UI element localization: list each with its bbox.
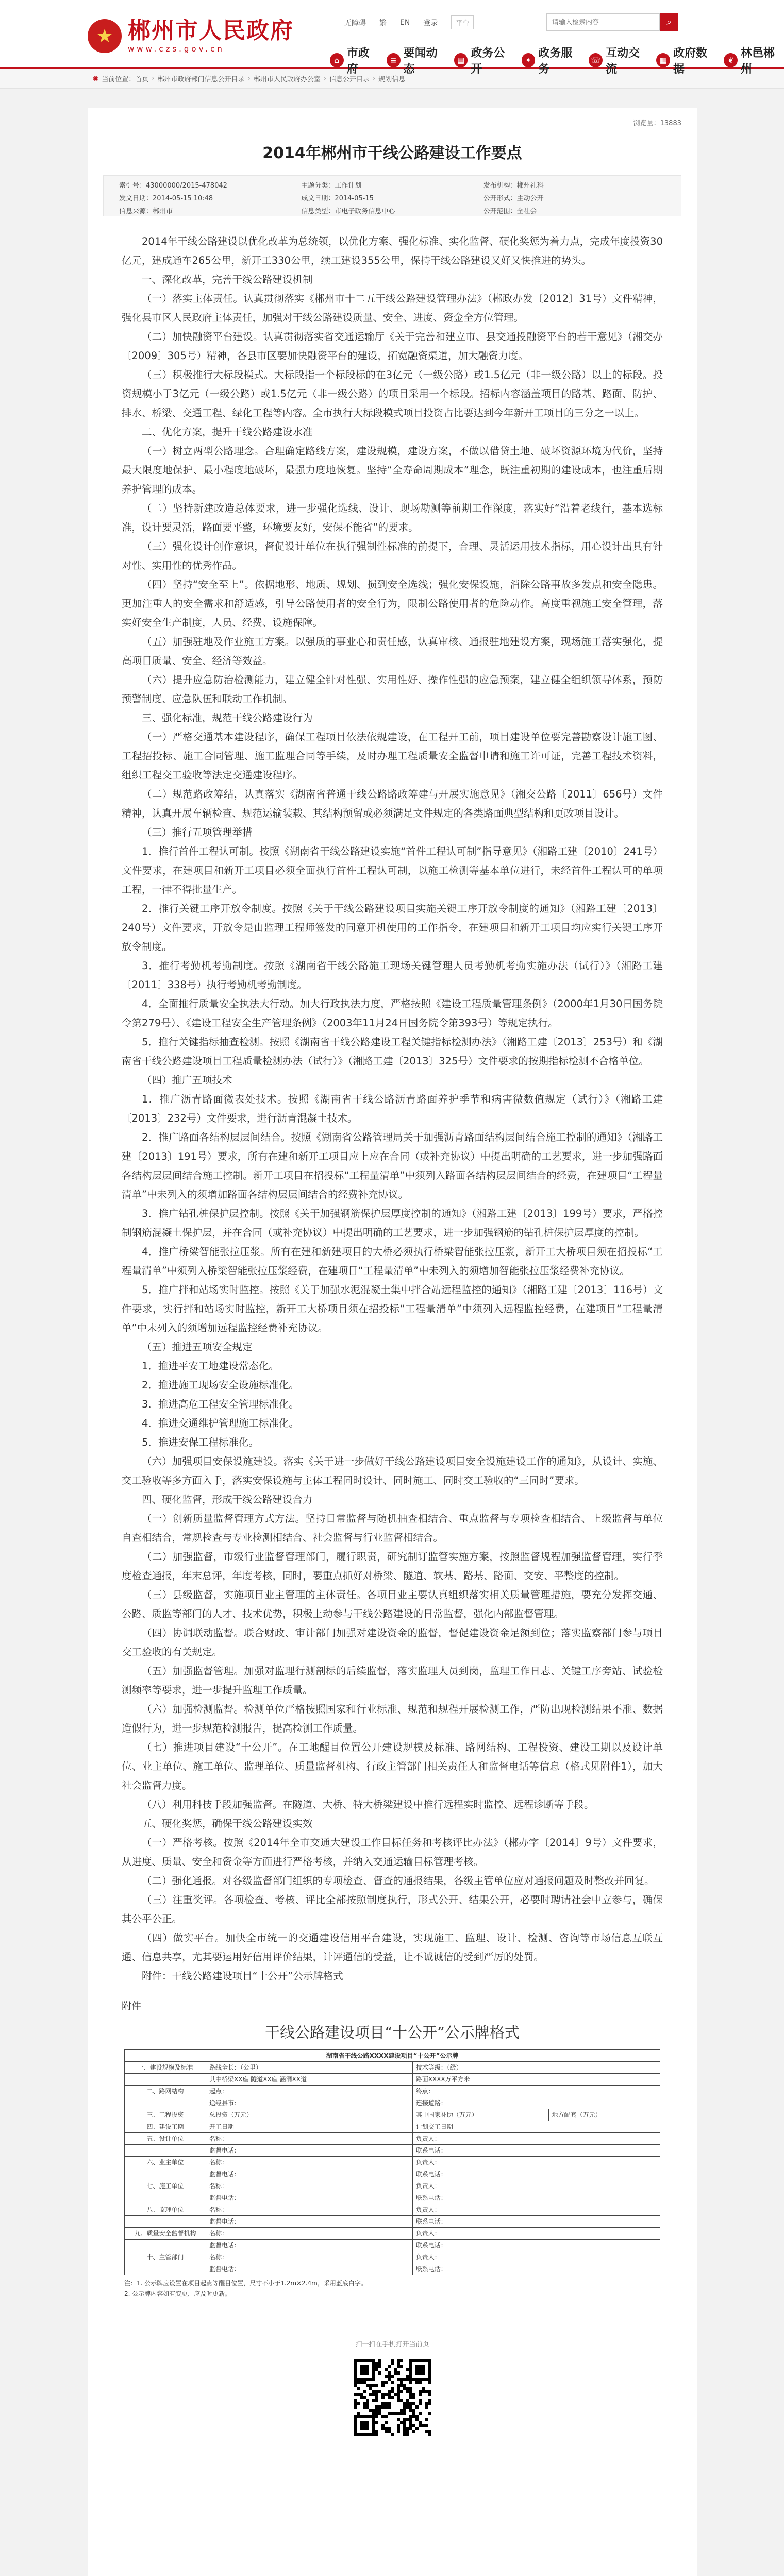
annex-note: 注：1. 公示牌应设置在项目起点等醒目位置，尺寸不小于1.2m×2.4m，采用蓝底白字。: [124, 2280, 367, 2287]
article-body: [122, 232, 663, 2443]
meta-field: 发文日期：2014-05-15 10:48: [119, 195, 213, 202]
article-panel: [88, 108, 697, 2576]
article-paragraph: （一）树立两型公路理念。合理确定路线方案，建设规模，建设方案，不做以借贷土地、破坏资源环境为代价，坚持最大限度地保护、最小程度地破坏，最强力度地恢复。坚持“全寿命周期成本”理念，既注重初期的建设成本，也注重后期养护管理的成本。: [122, 445, 663, 495]
annex-row: [125, 2240, 660, 2251]
article-paragraph: （三）积极推行大标段模式。大标段指一个标段标的在3亿元（一级公路）或1.5亿元（非一级公路）以上的标段。投资规模小于3亿元（一级公路）或1.5亿元（非一级公路）的项目采用一个标段。招标内容涵盖项目的路基、路面、防护、排水、桥梁、交通工程、绿化工程等内容。全市执行大标段模式项目投资占比要达到今年新开工项目的三分之一以上。: [122, 369, 663, 419]
breadcrumb-item[interactable]: 郴州市人民政府办公室: [253, 76, 321, 83]
search-bar: [546, 13, 678, 31]
article-paragraph: （五）加强驻地及作业施工方案。以强质的事业心和责任感，认真审核、通报驻地建设方案，现场施工落实强化，提高项目质量、安全、经济等效益。: [122, 636, 663, 667]
annex-cell: 联系电话：: [412, 2192, 660, 2204]
annex-section-cell: [125, 2074, 206, 2086]
view-count: 浏览量：13883: [633, 120, 681, 127]
annex-cell: 起点：: [206, 2086, 413, 2097]
annex-row: [125, 2228, 660, 2240]
annex-cell: 联系电话：: [412, 2263, 660, 2275]
attachment-label: 附件: [122, 2001, 142, 2012]
annex-section-cell: 四、建设工期: [125, 2121, 206, 2133]
annex-section-cell: 一、建设规模及标准: [125, 2062, 206, 2074]
annex-header-cell: 湖南省干线公路XXXX建设项目“十公开”公示牌: [125, 2050, 660, 2062]
annex-row: [125, 2263, 660, 2275]
traditional-chinese-link[interactable]: 繁: [379, 19, 387, 27]
location-icon: ◉: [93, 75, 99, 82]
meta-field: 信息类型：市电子政务信息中心: [301, 208, 395, 215]
annex-row: [125, 2097, 660, 2109]
annex-notes: [124, 2278, 660, 2299]
article-paragraph: （八）利用科技手段加强监督。在隧道、大桥、特大桥梁建设中推行远程实时监控、远程诊断等手段。: [142, 1799, 594, 1810]
annex-section-cell: [125, 2240, 206, 2251]
meta-field: 信息来源：郴州市: [119, 208, 173, 215]
breadcrumb-item[interactable]: 首页: [135, 76, 149, 83]
annex-cell: 联系电话：: [412, 2240, 660, 2251]
article-paragraph: （六）加强检测监督。检测单位严格按照国家和行业标准、规范和规程开展检测工作，严防出现检测结果不准、数据造假行为，进一步规范检测报告，提高检测工作质量。: [122, 1703, 663, 1734]
annex-row: [125, 2157, 660, 2168]
annex-cell: 途经县市：: [206, 2097, 413, 2109]
article-paragraph: （一）严格考核。按照《2014年全市交通大建设工作目标任务和考核评比办法》（郴办字〔2014〕9号）文件要求，从进度、质量、安全和资金等方面进行严格考核，并纳入交通运输目标管理考核。: [122, 1837, 663, 1868]
article-paragraph: （二）加快融资平台建设。认真贯彻落实省交通运输厅《关于完善和建立市、县交通投融资平台的若干意见》（湘交办〔2009〕305号）精神，各县市区要加快融资平台的建设，拓宽融资渠道，加大融资力度。: [122, 331, 663, 362]
annex-cell: 负责人：: [412, 2180, 660, 2192]
annex-cell: 联系电话：: [412, 2145, 660, 2157]
annex-cell: 终点：: [412, 2086, 660, 2097]
annex-cell: 负责人：: [412, 2204, 660, 2216]
meta-field: 公开形式：主动公开: [483, 195, 544, 202]
annex-cell: 联系电话：: [412, 2168, 660, 2180]
annex-row: [125, 2133, 660, 2145]
article-paragraph: 4．推进交通维护管理施工标准化。: [142, 1417, 299, 1429]
meta-field: 发布机构：郴州社科: [483, 182, 544, 190]
platform-select[interactable]: 平台: [451, 15, 474, 29]
annex-table: [124, 2049, 660, 2275]
data-icon: ▦: [656, 53, 670, 67]
article-paragraph: 1．推广沥青路面微表处技术。按照《湖南省干线公路沥青路面养护季节和病害微数值规定（试行）》（湘路工建〔2013〕232号）文件要求，进行沥青混凝土技术。: [122, 1093, 663, 1124]
article-paragraph: 5．推行关键指标抽查检测。按照《湖南省干线公路建设工程关键指标检测办法》（湘路工建〔2013〕253号）和《湖南省干线公路建设项目工程质量检测办法（试行）》（湘路工建〔2013〕325号）文件要求的按期指标检测不合格单位。: [122, 1036, 663, 1067]
meta-field: 成文日期：2014-05-15: [301, 195, 374, 202]
article-paragraph: （三）推行五项管理举措: [142, 826, 253, 838]
annex-cell: 名称：: [206, 2157, 413, 2168]
article-paragraph: （四）推广五项技术: [142, 1074, 232, 1086]
annex-cell: 监督电话：: [206, 2168, 413, 2180]
news-icon: ≡: [387, 53, 401, 67]
main-nav: [330, 44, 784, 76]
search-button[interactable]: [660, 13, 678, 31]
annex-note: 2. 公示牌内容如有变更，应及时更新。: [124, 2290, 231, 2297]
article-paragraph: （六）加强项目安保设施建设。落实《关于进一步做好干线公路建设项目安全设施建设工作的通知》，从设计、实施、交工验收等多方面入手，落实安保设施与主体工程同时设计、同时施工、同时交工验收的“三同时”要求。: [122, 1455, 663, 1486]
nav-label: 林邑郴州: [740, 47, 775, 76]
qr-label: 扫一扫在手机打开当前页: [355, 2341, 429, 2348]
attachment-section: [122, 1997, 663, 2299]
annex-cell: 监督电话：: [206, 2145, 413, 2157]
annex-cell: 名称：: [206, 2180, 413, 2192]
annex-section-cell: 二、路网结构: [125, 2086, 206, 2097]
article-paragraph: 5．推广拌和站场实时监控。按照《关于加强水泥混凝土集中拌合站远程监控的通知》（湘路工建〔2013〕116号）文件要求，实行拌和站场实时监控，新开工大桥项目须在招投标“工程量清单”中须列入远程监控经费，在建项目“工程量清单”中未列入的须增加远程监控经费补充协议。: [122, 1284, 663, 1334]
annex-section-cell: [125, 2216, 206, 2228]
nav-city[interactable]: [724, 44, 784, 76]
national-emblem-icon: ★: [88, 19, 122, 53]
nav-label: 要闻动态: [403, 47, 438, 76]
annex-cell: 路线全长：（公里）: [206, 2062, 413, 2074]
annex-row: [125, 2121, 660, 2133]
article-paragraph: 四、硬化监督，形成干线公路建设合力: [142, 1494, 313, 1505]
nav-government[interactable]: [330, 44, 379, 76]
annex-cell: 负责人：: [412, 2251, 660, 2263]
annex-section-cell: 九、质量安全监督机构: [125, 2228, 206, 2240]
article-title: 2014年郴州市干线公路建设工作要点: [262, 144, 522, 162]
article-paragraph: （二）坚持新建改造总体要求，进一步强化选线、设计、现场勘测等前期工作深度，落实好“沿着老线行，基本选标准，设计要灵活，路面要平整，环境要友好，安保不能省”的要求。: [122, 502, 663, 533]
site-name: 郴州市人民政府: [128, 18, 294, 44]
article-paragraph: （一）创新质量监督管理方式方法。坚持日常监督与随机抽查相结合、重点监督与专项检查相结合、上级监督与单位自查相结合，常规检查与专业检测相结合、社会监督与行业监督相结合。: [122, 1513, 663, 1544]
city-icon: ❦: [724, 53, 738, 67]
annex-cell: 计划交工日期: [412, 2121, 660, 2133]
article-paragraph: （一）落实主体责任。认真贯彻落实《郴州市十二五干线公路建设管理办法》（郴政办发〔2012〕31号）文件精神，强化县市区人民政府主体责任，加强对干线公路建设质量、安全、进度、资金全方位管理。: [122, 293, 663, 324]
annex-section-cell: 七、施工单位: [125, 2180, 206, 2192]
paragraph-list: [122, 232, 663, 1986]
article-paragraph: （四）协调联动监督。联合财政、审计部门加强对建设资金的监督，督促建设资金足额到位；落实监察部门参与项目交工验收的有关规定。: [122, 1627, 663, 1658]
annex-section-cell: 十、主管部门: [125, 2251, 206, 2263]
annex-cell: 其中桥梁XX座 隧道XX座 涵洞XX道: [206, 2074, 413, 2086]
article-paragraph: 3．推进高危工程安全管理标准化。: [142, 1398, 299, 1410]
annex-row: [125, 2062, 660, 2074]
annex-row: [125, 2086, 660, 2097]
nav-label: 政务服务: [538, 47, 573, 76]
annex-cell: 名称：: [206, 2133, 413, 2145]
annex-section-cell: 六、业主单位: [125, 2157, 206, 2168]
annex-cell: 总投资（万元）: [206, 2109, 413, 2121]
annex-cell: 连接道路：: [412, 2097, 660, 2109]
annex-row: [125, 2168, 660, 2180]
qr-code-icon: [354, 2359, 431, 2436]
annex-cell: 负责人：: [412, 2228, 660, 2240]
article-paragraph: 5．推进安保工程标准化。: [142, 1436, 259, 1448]
article-paragraph: 附件：干线公路建设项目“十公开”公示牌格式: [142, 1970, 343, 1982]
breadcrumb-label: 当前位置：: [102, 76, 136, 83]
article-paragraph: 3．推广钻孔桩保护层控制。按照《关于加强钢筋保护层厚度控制的通知》（湘路工建〔2013〕199号）要求，严格控制钢筋混凝土保护层，并在合同（或补充协议）中提出明确的工艺要求，进一步加强钢筋的钻孔桩保护层厚度的控制。: [122, 1208, 663, 1239]
annex-cell: 技术等级：（级）: [412, 2062, 660, 2074]
interaction-icon: ☏: [589, 53, 603, 67]
article-paragraph: （六）提升应急防治检测能力，建立健全针对性强、实用性好、操作性强的应急预案，建立健全组织领导体系，预防预警制度、应急队伍和联动工作机制。: [122, 674, 663, 705]
meta-field: 索引号：43000000/2015-478042: [119, 182, 227, 190]
annex-row: [125, 2204, 660, 2216]
annex-cell: 监督电话：: [206, 2216, 413, 2228]
annex-cell: 名称：: [206, 2204, 413, 2216]
annex-cell: 其中国家补助（万元）: [412, 2109, 548, 2121]
article-paragraph: （四）坚持“安全至上”。依据地形、地质、规划、损到安全选线；强化安保设施，消除公路事故多发点和安全隐患。更加注重人的安全需求和舒适感，引导公路使用者的安全行为，限制公路使用者的危险动作。高度重视施工安全管理，落实好安全生产制度，人员、经费、设施保障。: [122, 579, 663, 629]
annex-title: 干线公路建设项目“十公开”公示牌格式: [265, 2024, 520, 2041]
article-paragraph: 2．推进施工现场安全设施标准化。: [142, 1379, 299, 1391]
article-paragraph: 三、强化标准，规范干线公路建设行为: [142, 712, 313, 724]
english-link[interactable]: EN: [400, 18, 410, 27]
search-icon: ⌕: [666, 17, 672, 27]
article-paragraph: 2．推行关键工序开放令制度。按照《关于干线公路建设项目实施关键工序开放令制度的通知》（湘路工建〔2013〕240号）文件要求，开放令是由监理工程师签发的同意开机使用的工作指令，在建项目和新开工项目均应实行关键工序开放令制度。: [122, 903, 663, 953]
annex-cell: 监督电话：: [206, 2192, 413, 2204]
annex-cell: 路面XXXX万平方米: [412, 2074, 660, 2086]
article-paragraph: （一）严格交通基本建设程序，确保工程项目依法依规建设，在工程开工前，项目建设单位要完善勘察设计施工图、工程招投标、施工合同管理、施工监理合同等手续，及时办理工程质量安全监督申请和施工许可证，完善工程技术资料，组织工程交工验收等法定交通建设程序。: [122, 731, 663, 781]
article-paragraph: 3．推行考勤机考勤制度。按照《湖南省干线公路施工现场关键管理人员考勤机考勤实施办法（试行）》（湘路工建〔2011〕338号）执行考勤机考勤制度。: [122, 960, 663, 991]
article-paragraph: （五）推进五项安全规定: [142, 1341, 253, 1353]
annex-row: [125, 2192, 660, 2204]
breadcrumb-item[interactable]: 郴州市政府部门信息公开目录: [157, 76, 245, 83]
nav-news[interactable]: [387, 44, 447, 76]
article-paragraph: 2．推广路面各结构层层间结合。按照《湖南省公路管理局关于加强沥青路面结构层间结合施工控制的通知》（湘路工建〔2013〕191号）要求，所有在建和新开工项目应上应在合同（或补充协议）中提出明确的工艺要求，进一步加强路面各结构层层间结合施工控制。新开工项目在招投标“工程量清单”中须列入路面各结构层层间结合的经费，在建项目“工程量清单”中未列入的须增加路面各结构层层间结合的经费补充协议。: [122, 1131, 663, 1200]
site-header: [0, 0, 784, 76]
annex-section-cell: [125, 2263, 206, 2275]
article-paragraph: （三）注重奖评。各项检查、考核、评比全部按照制度执行，形式公开、结果公开，必要时聘请社会中立参与，确保其公平公正。: [122, 1894, 663, 1925]
article-paragraph: 五、硬化奖惩，确保干线公路建设实效: [142, 1818, 313, 1829]
breadcrumb-item[interactable]: 规划信息: [378, 76, 406, 83]
article-paragraph: 1．推行首件工程认可制。按照《湖南省干线公路建设实施“首件工程认可制”指导意见》（湘路工建〔2010〕241号）文件要求，在建项目和新开工项目必须全面执行首件工程认可制，以施工检测等基本单位进行，未经首件工程认可的单项工程，一律不得批量生产。: [122, 845, 663, 895]
article-paragraph: 4．推广桥梁智能张拉压浆。所有在建和新建项目的大桥必须执行桥梁智能张拉压浆，新开工大桥项目须在招投标“工程量清单”中须列入桥梁智能张拉压浆经费，在建项目“工程量清单”中未列入的须增加智能张拉压浆经费补充协议。: [122, 1246, 663, 1277]
nav-disclosure[interactable]: [454, 44, 514, 76]
article-paragraph: （二）规范路政筹结，认真落实《湖南省普通干线公路路政筹建与开展实施意见》（湘交公路〔2011〕656号）文件精神，认真开展车辆检查、规范运输装载、其结构预留或必须满足文件规定的各类路面典型结构和更改项目设计。: [122, 788, 663, 819]
article-paragraph: （四）做实平台。加快全市统一的交通建设信用平台建设，实现施工、监理、设计、检测、咨询等市场信息互联互通、信息共享，尤其要运用好信用评价结果，计评通信的受益，让不诚诚信的受到严厉的处罚。: [122, 1932, 663, 1963]
nav-label: 政府数据: [673, 47, 708, 76]
annex-section-cell: 五、设计单位: [125, 2133, 206, 2145]
meta-field: 公开范围：全社会: [483, 208, 537, 215]
annex-section-cell: [125, 2192, 206, 2204]
article-paragraph: （二）强化通报。对各级监督部门组织的专项检查、督查的通报结果，各级主管单位应对通报问题及时整改并回复。: [142, 1875, 655, 1887]
annex-cell: 监督电话：: [206, 2240, 413, 2251]
meta-field: 主题分类：工作计划: [301, 182, 362, 190]
annex-cell: 地方配套（万元）: [548, 2109, 660, 2121]
annex-row: [125, 2145, 660, 2157]
accessibility-link[interactable]: 无障碍: [344, 19, 366, 27]
site-url: www.czs.gov.cn: [128, 44, 225, 54]
article-paragraph: （七）推进项目建设“十公开”。在工地醒目位置公开建设规模及标准、路网结构、工程投资、建设工期以及设计单位、业主单位、施工单位、监理单位、质量监督机构、行政主管部门相关责任人和监督电话等信息（格式见附件1），加大社会监督力度。: [122, 1741, 663, 1791]
annex-cell: 联系电话：: [412, 2216, 660, 2228]
article-paragraph: 二、优化方案，提升干线公路建设水准: [142, 426, 313, 438]
article-paragraph: （二）加强监督，市级行业监督管理部门，履行职责，研究制订监管实施方案，按照监督规程加强监督管理，实行季度检查通报，年末总评，年度考核，同时，要重点抓好对桥梁、隧道、软基、路基、路面、交安、平整度的控制。: [122, 1551, 663, 1582]
article-paragraph: （三）强化设计创作意识，督促设计单位在执行强制性标准的前提下，合理、灵活运用技术指标，用心设计出具有针对性、实用性的优秀作品。: [122, 540, 663, 571]
site-logo[interactable]: [88, 19, 294, 54]
search-input[interactable]: [546, 13, 660, 31]
annex-row: [125, 2251, 660, 2263]
annex-row: [125, 2216, 660, 2228]
annex-section-cell: [125, 2097, 206, 2109]
nav-label: 市政府: [346, 47, 370, 76]
nav-label: 政务公开: [471, 47, 505, 76]
article-paragraph: 一、深化改革，完善干线公路建设机制: [142, 274, 313, 285]
article-meta: [103, 175, 681, 216]
annex-row: [125, 2050, 660, 2062]
annex-row: [125, 2074, 660, 2086]
annex-cell: 名称：: [206, 2228, 413, 2240]
annex-row: [125, 2109, 660, 2121]
annex-cell: 开工日期: [206, 2121, 413, 2133]
annex-cell: 监督电话：: [206, 2263, 413, 2275]
annex-section-cell: 八、监理单位: [125, 2204, 206, 2216]
annex-section-cell: [125, 2168, 206, 2180]
annex-section-cell: [125, 2145, 206, 2157]
annex-cell: 负责人：: [412, 2157, 660, 2168]
article-paragraph: 1．推进平安工地建设常态化。: [142, 1360, 279, 1372]
qr-section: [122, 2335, 663, 2443]
nav-interaction[interactable]: [589, 44, 649, 76]
annex-section-cell: 三、工程投资: [125, 2109, 206, 2121]
nav-data[interactable]: [656, 44, 716, 76]
nav-label: 互动交流: [606, 47, 640, 76]
government-icon: ⌂: [330, 53, 344, 67]
article-paragraph: 4．全面推行质量安全执法大行动。加大行政执法力度，严格按照《建设工程质量管理条例》（2000年1月30日国务院令第279号）、《建设工程安全生产管理条例》（2003年11月24日国务院令第393号）等规定执行。: [122, 998, 663, 1029]
annex-cell: 负责人：: [412, 2133, 660, 2145]
top-links: [344, 15, 474, 29]
disclosure-icon: ▤: [454, 53, 468, 67]
annex-row: [125, 2180, 660, 2192]
breadcrumb-item[interactable]: 信息公开目录: [329, 76, 370, 83]
article-paragraph: 2014年干线公路建设以优化改革为总统领，以优化方案、强化标准、实化监督、硬化奖惩为着力点，完成年度投资30亿元，建成通车265公里，新开工330公里，续工建设355公里，保持干线公路建设又好又快推进的势头。: [122, 235, 663, 266]
login-link[interactable]: 登录: [423, 19, 438, 27]
breadcrumb: ◉ 当前位置： 首页 › 郴州市政府部门信息公开目录 › 郴州市人民政府办公室 › 信息公开目录 › 规划信息: [0, 69, 784, 89]
service-icon: ✦: [522, 53, 536, 67]
annex-cell: 名称：: [206, 2251, 413, 2263]
article-paragraph: （五）加强监督管理。加强对监理行测剖标的后续监督，落实监理人员到岗，监理工作日志、关键工序旁站、试验检测频率等要求，进一步提升监理工作质量。: [122, 1665, 663, 1696]
article-paragraph: （三）县级监督，实施项目业主管理的主体责任。各项目业主要认真组织落实相关质量管理措施，要充分发挥交通、公路、质监等部门的人才、技术优势，积极上动参与干线公路建设的日常监督，强化内部监督管理。: [122, 1589, 663, 1620]
nav-service[interactable]: [522, 44, 582, 76]
